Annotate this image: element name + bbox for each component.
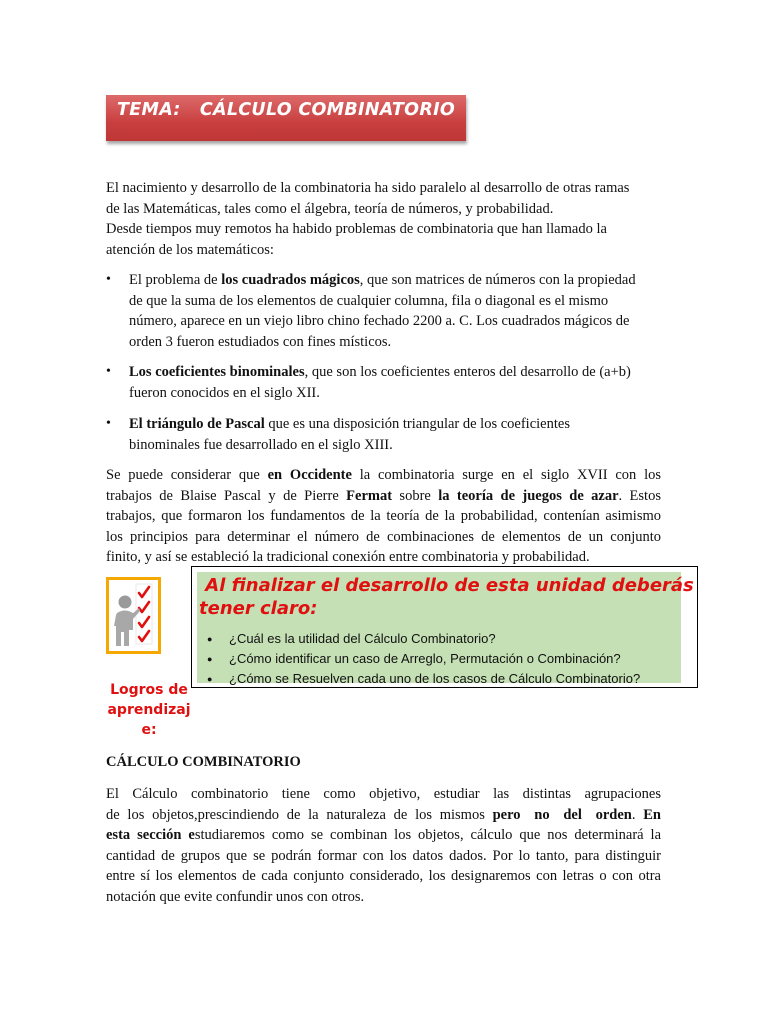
occidente-paragraph	[106, 465, 661, 568]
paragraph-line: los principios para determinar el número de combinaciones de elementos de un conjunto	[106, 528, 661, 545]
learning-goals-box	[191, 566, 698, 688]
bullet-text: de que la suma de los elementos de cualquier columna, fila o diagonal es el mismo	[129, 292, 609, 309]
heading-line: tener claro:	[199, 598, 318, 619]
paragraph-line: cantidad de grupos que se podrán formar con los datos dados. Por lo tanto, para distinguir	[106, 847, 661, 864]
bullet-text: , que son matrices de números con la propiedad	[359, 272, 636, 288]
bullet-bold-term: los cuadrados mágicos	[221, 272, 360, 288]
paragraph-line: de los objetos,prescindiendo de la naturaleza de los mismos pero no del orden. En	[106, 806, 661, 823]
list-item	[106, 414, 661, 455]
page-title: TEMA: CÁLCULO COMBINATORIO	[117, 100, 456, 120]
title-banner	[106, 95, 466, 141]
intro-paragraph	[106, 178, 661, 260]
bullet-text: , que son los coeficientes enteros del desarrollo de (a+b)	[304, 364, 631, 380]
bullet-bold-term: Los coeficientes binominales	[129, 364, 305, 380]
paragraph-line: esta sección estudiaremos como se combinan los objetos, cálculo que nos determinará la	[106, 827, 662, 843]
learning-goals-label	[104, 680, 194, 740]
bullet-text: binominales fue desarrollado en el siglo XIII.	[129, 436, 393, 453]
intro-line: de las Matemáticas, tales como el álgebra, teoría de números, y probabilidad.	[106, 200, 554, 217]
learning-goals-heading	[199, 574, 694, 620]
section-paragraph	[106, 784, 661, 907]
paragraph-line: trabajos, que formaron los fundamentos de la teoría de la probabilidad, contenían asimismo	[106, 508, 661, 524]
list-item: ● ¿Cómo se Resuelven cada uno de los casos de Cálculo Combinatorio?	[205, 669, 640, 689]
list-item: ● ¿Cómo identificar un caso de Arreglo, Permutación o Combinación?	[205, 649, 640, 669]
paragraph-line: Se puede considerar que en Occidente la combinatoria surge en el siglo XVII con los	[106, 467, 661, 483]
bullet-text: orden 3 fueron estudiados con fines místicos.	[129, 333, 392, 350]
paragraph-line: entre sí los elementos de cada conjunto considerado, los designaremos con letras o con otra	[106, 868, 661, 884]
history-bullet-list	[106, 362, 661, 403]
history-bullet-list	[106, 414, 661, 455]
heading-line: Al finalizar el desarrollo de esta unidad deberás	[199, 575, 694, 596]
learning-goals-panel	[197, 572, 694, 686]
paragraph-line: finito, y así se estableció la tradicional conexión entre combinatoria y probabilidad.	[106, 549, 590, 565]
label-line: Logros de	[110, 682, 188, 698]
person-checklist-icon	[106, 577, 161, 654]
learning-goals-list	[205, 629, 640, 689]
intro-line: El nacimiento y desarrollo de la combinatoria ha sido paralelo al desarrollo de otras ramas	[106, 180, 630, 196]
paragraph-line: El Cálculo combinatorio tiene como objetivo, estudiar las distintas agrupaciones	[106, 786, 661, 802]
history-bullet-list	[106, 270, 661, 352]
intro-line: Desde tiempos muy remotos ha habido problemas de combinatoria que han llamado la	[106, 221, 607, 237]
list-item	[106, 270, 661, 352]
bullet-text: número, aparece en un viejo libro chino fechado 2200 a. C. Los cuadrados mágicos de	[129, 313, 630, 329]
bullet-bold-term: El triángulo de Pascal	[129, 416, 265, 432]
paragraph-line: notación que evite confundir unos con otros.	[106, 888, 365, 905]
intro-line: atención de los matemáticos:	[106, 241, 274, 258]
list-item	[106, 362, 661, 403]
paragraph-line: trabajos de Blaise Pascal y de Pierre Fermat sobre la teoría de juegos de azar. Estos	[106, 487, 661, 504]
bullet-text: fueron conocidos en el siglo XII.	[129, 384, 320, 401]
label-line: e:	[141, 722, 157, 738]
label-line: aprendizaj	[107, 702, 191, 718]
bullet-text: que es una disposición triangular de los coeficientes	[264, 416, 570, 432]
bullet-text: El problema de	[129, 272, 222, 288]
section-heading: CÁLCULO COMBINATORIO	[106, 754, 301, 770]
list-item: ● ¿Cuál es la utilidad del Cálculo Combinatorio?	[205, 629, 640, 649]
